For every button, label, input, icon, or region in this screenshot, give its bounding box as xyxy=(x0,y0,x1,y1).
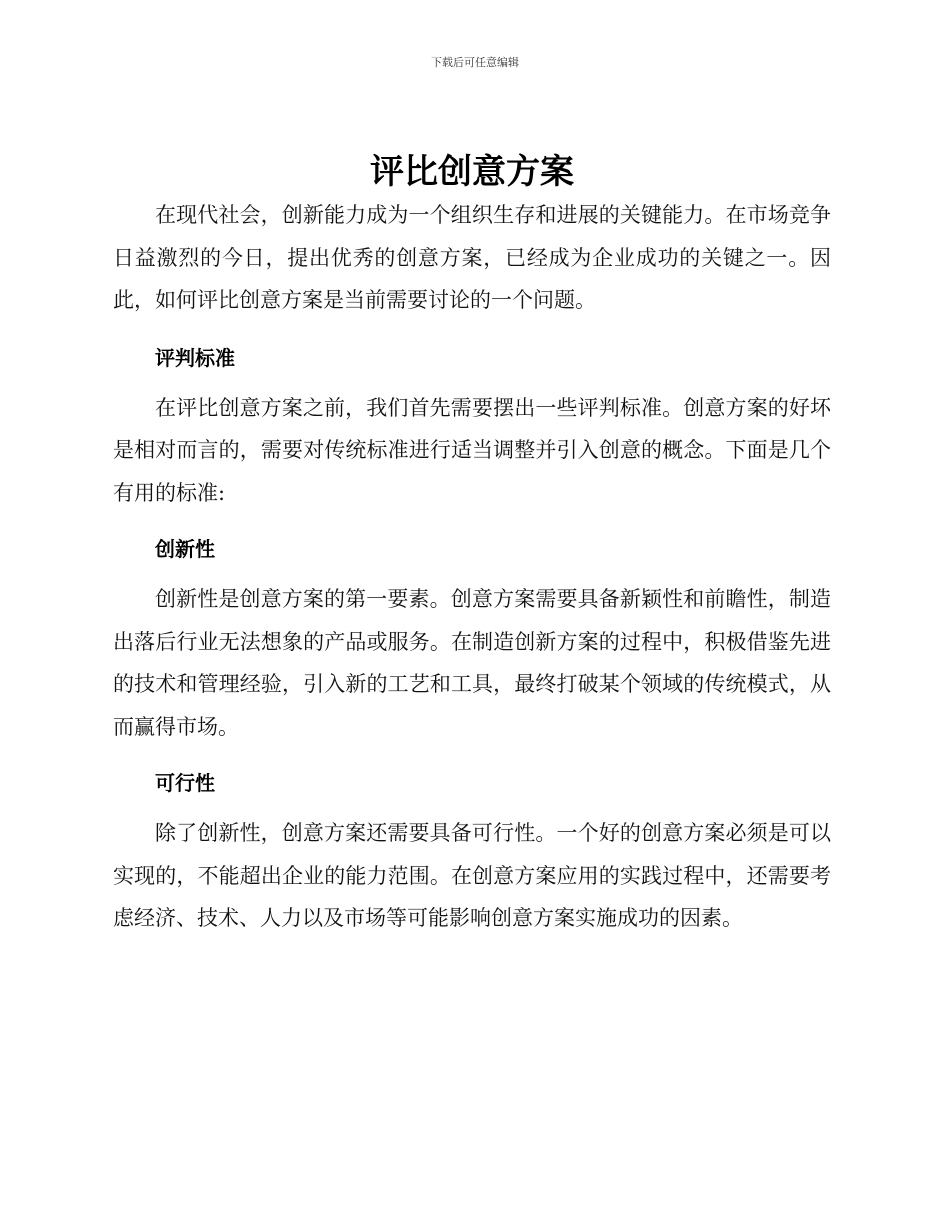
document-title: 评比创意方案 xyxy=(370,152,574,192)
section-paragraph-feasibility: 除了创新性，创意方案还需要具备可行性。一个好的创意方案必须是可以实现的，不能超出企业的能力范围。在创意方案应用的实践过程中，还需要考虑经济、技术、人力以及市场等可能影响创意方案实施成功的因素。 xyxy=(113,821,831,930)
document-body xyxy=(113,150,831,940)
section-paragraph-criteria: 在评比创意方案之前，我们首先需要摆出一些评判标准。创意方案的好坏是相对而言的，需要对传统标准进行适当调整并引入创意的概念。下面是几个有用的标准: xyxy=(113,395,831,505)
intro-paragraph: 在现代社会，创新能力成为一个组织生存和进展的关键能力。在市场竞争日益激烈的今日，提出优秀的创意方案，已经成为企业成功的关键之一。因此，如何评比创意方案是当前需要讨论的一个问题。 xyxy=(113,203,831,312)
section-heading-criteria: 评判标准 xyxy=(155,345,235,370)
section-heading-innovation: 创新性 xyxy=(155,537,215,561)
page-header-note: 下载后可任意编辑 xyxy=(431,56,519,69)
section-paragraph-innovation: 创新性是创意方案的第一要素。创意方案需要具备新颖性和前瞻性，制造出落后行业无法想象的产品或服务。在制造创新方案的过程中，积极借鉴先进的技术和管理经验，引入新的工艺和工具，最终打破某个领域的传统模式，从而赢得市场。 xyxy=(113,587,831,739)
section-heading-feasibility: 可行性 xyxy=(155,771,215,795)
